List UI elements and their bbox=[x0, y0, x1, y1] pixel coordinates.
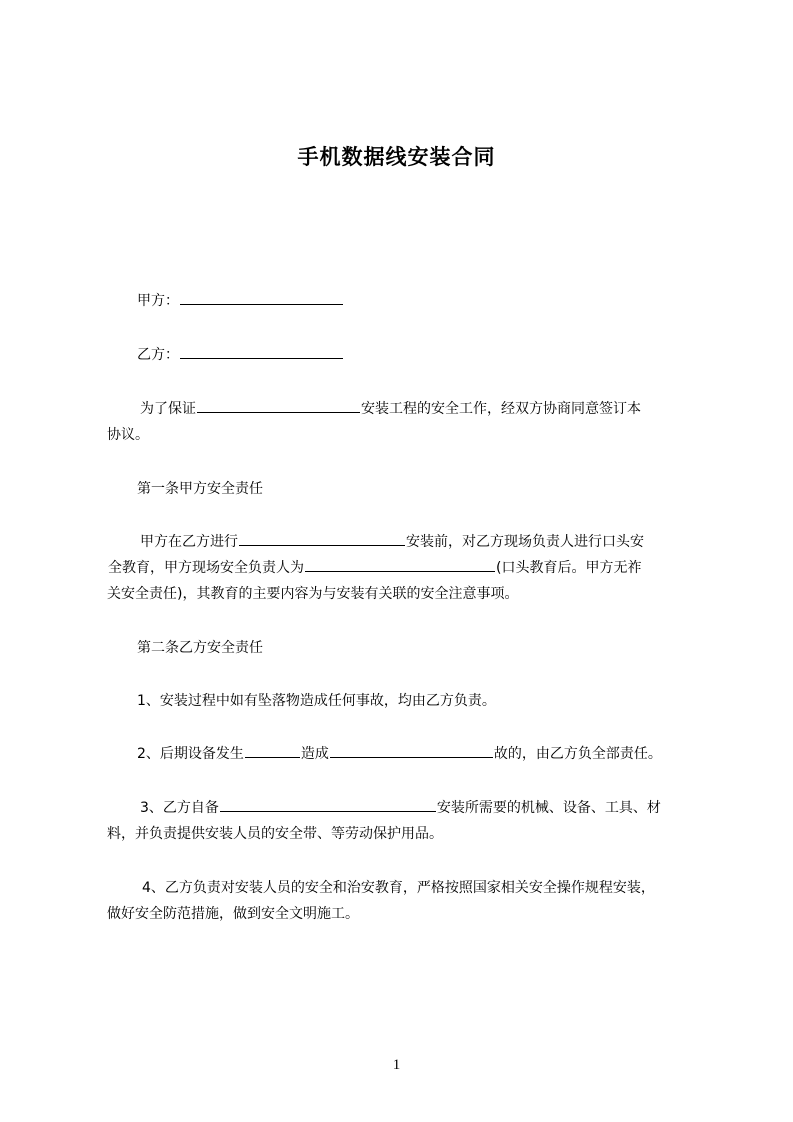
article2-supply-blank bbox=[220, 797, 436, 812]
page-number: 1 bbox=[392, 1057, 401, 1073]
article2-item3-suffix: 安装所需要的机械、设备、工具、材 bbox=[436, 800, 661, 816]
intro-suffix: 安装工程的安全工作，经双方协商同意签订本 bbox=[361, 401, 641, 417]
article1-line2-prefix: 全教育，甲方现场安全负责人为 bbox=[108, 560, 304, 576]
article1-line2-suffix: (口头教育后。甲方无祚 bbox=[496, 560, 642, 576]
intro-project-blank bbox=[197, 398, 360, 413]
article2-item2-prefix: 2、后期设备发生 bbox=[137, 746, 244, 762]
intro-line-2: 协议。 bbox=[107, 427, 149, 443]
article1-install-blank bbox=[239, 531, 405, 546]
party-a-label: 甲方： bbox=[137, 293, 179, 309]
party-b-label: 乙方： bbox=[137, 347, 179, 363]
intro-prefix: 为了保证 bbox=[140, 401, 196, 417]
document-title: 手机数据线安装合同 bbox=[297, 145, 496, 169]
article2-item2-middle: 造成 bbox=[300, 746, 329, 762]
article2-equipment-blank bbox=[245, 743, 300, 758]
article2-item3-prefix: 3、乙方自备 bbox=[140, 800, 219, 816]
article1-line1-suffix: 安装前，对乙方现场负责人进行口头安 bbox=[406, 534, 644, 550]
article1-line-3: 关安全责任)，其教育的主要内容为与安装有关联的安全注意事项。 bbox=[107, 586, 519, 602]
party-b-blank bbox=[180, 344, 343, 359]
article2-heading: 第二条乙方安全责任 bbox=[137, 640, 263, 656]
article1-line-2 bbox=[108, 557, 641, 579]
article2-accident-blank bbox=[330, 743, 493, 758]
article2-item-4-line-2: 做好安全防范措施，做到安全文明施工。 bbox=[107, 906, 359, 922]
article2-item-3-line-2: 料，并负责提供安装人员的安全带、等劳动保护用品。 bbox=[107, 826, 443, 842]
article1-line1-prefix: 甲方在乙方进行 bbox=[140, 534, 238, 550]
party-b-line bbox=[137, 344, 344, 366]
party-a-blank bbox=[180, 290, 343, 305]
article2-item2-suffix: 故的，由乙方负全部责任。 bbox=[493, 746, 662, 762]
party-a-line bbox=[137, 290, 344, 312]
article2-item-2 bbox=[137, 743, 662, 765]
article2-item-1: 1、安装过程中如有坠落物造成任何事故，均由乙方负责。 bbox=[137, 693, 496, 709]
article2-item-4-line-1: 4、乙方负责对安装人员的安全和治安教育，严格按照国家相关安全操作规程安装， bbox=[142, 880, 655, 896]
article2-item-3-line-1 bbox=[140, 797, 661, 819]
intro-line-1 bbox=[140, 398, 641, 420]
article1-heading: 第一条甲方安全责任 bbox=[137, 481, 263, 497]
article1-responsible-blank bbox=[305, 557, 495, 572]
article1-line-1 bbox=[140, 531, 644, 553]
